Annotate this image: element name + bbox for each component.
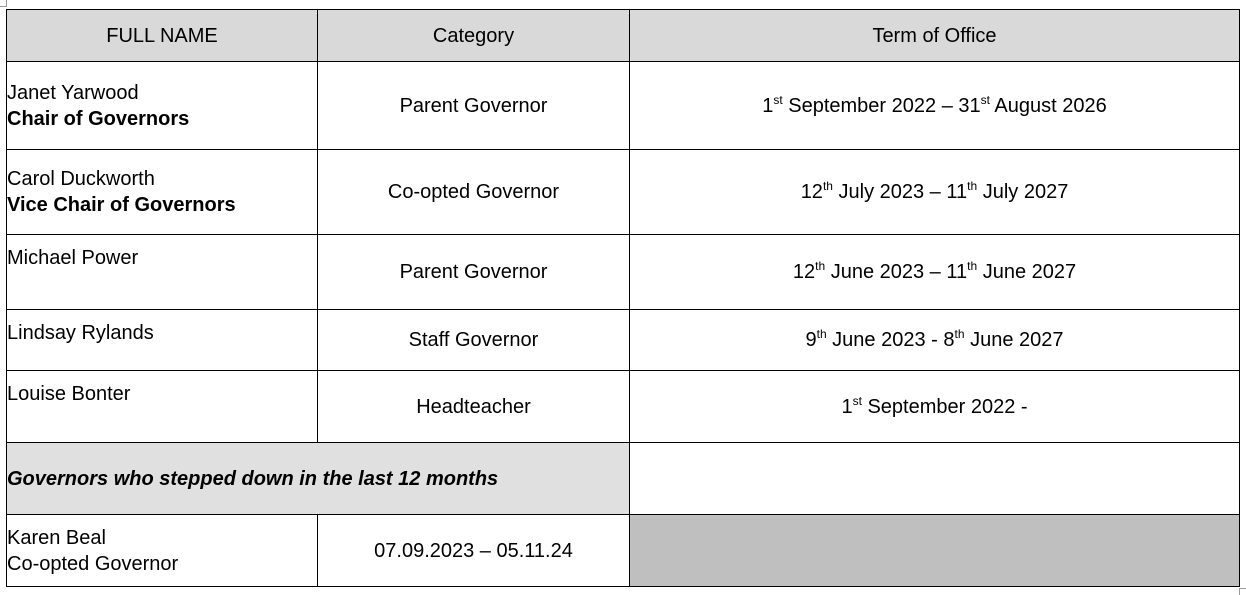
- governor-category: Headteacher: [318, 371, 630, 443]
- shaded-empty-cell: [630, 515, 1240, 587]
- table-row: [7, 62, 1240, 150]
- header-term-of-office: Term of Office: [630, 10, 1240, 62]
- section-row: [7, 443, 1240, 515]
- former-governor-name-cell: [7, 515, 318, 587]
- governor-name-cell: [7, 150, 318, 235]
- governor-role: Chair of Governors: [7, 107, 190, 130]
- page-corner-marker: [0, 0, 7, 7]
- governor-name-cell: [7, 310, 318, 371]
- governor-term: 12th June 2023 – 11th June 2027: [630, 235, 1240, 310]
- table-row: [7, 371, 1240, 443]
- governor-term: 1st September 2022 – 31st August 2026: [630, 62, 1240, 150]
- former-governor-category: Co-opted Governor: [7, 552, 179, 575]
- former-governor-dates: 07.09.2023 – 05.11.24: [318, 515, 630, 587]
- governor-name-cell: [7, 371, 318, 443]
- governor-term: 9th June 2023 - 8th June 2027: [630, 310, 1240, 371]
- governor-term: 12th July 2023 – 11th July 2027: [630, 150, 1240, 235]
- governor-term: 1st September 2022 -: [630, 371, 1240, 443]
- stepped-down-heading: Governors who stepped down in the last 12 months: [7, 443, 630, 515]
- header-category: Category: [318, 10, 630, 62]
- governor-category: Parent Governor: [318, 235, 630, 310]
- governor-name: Louise Bonter: [7, 383, 131, 405]
- governor-name: Lindsay Rylands: [7, 322, 154, 344]
- governor-name: Janet Yarwood: [7, 81, 139, 104]
- governor-category: Co-opted Governor: [318, 150, 630, 235]
- table-row: [7, 235, 1240, 310]
- table-row: [7, 515, 1240, 587]
- governor-role: Vice Chair of Governors: [7, 194, 236, 216]
- governors-table: [6, 9, 1240, 587]
- header-full-name: FULL NAME: [7, 10, 318, 62]
- governor-name: Michael Power: [7, 247, 139, 269]
- header-row: [7, 10, 1240, 62]
- governor-name-cell: [7, 235, 318, 310]
- governor-name: Carol Duckworth: [7, 168, 155, 190]
- table-row: [7, 150, 1240, 235]
- empty-cell: [630, 443, 1240, 515]
- table-row: [7, 310, 1240, 371]
- page-corner-marker: [1239, 588, 1246, 595]
- former-governor-name: Karen Beal: [7, 526, 106, 549]
- governor-category: Parent Governor: [318, 62, 630, 150]
- governor-category: Staff Governor: [318, 310, 630, 371]
- governor-name-cell: [7, 62, 318, 150]
